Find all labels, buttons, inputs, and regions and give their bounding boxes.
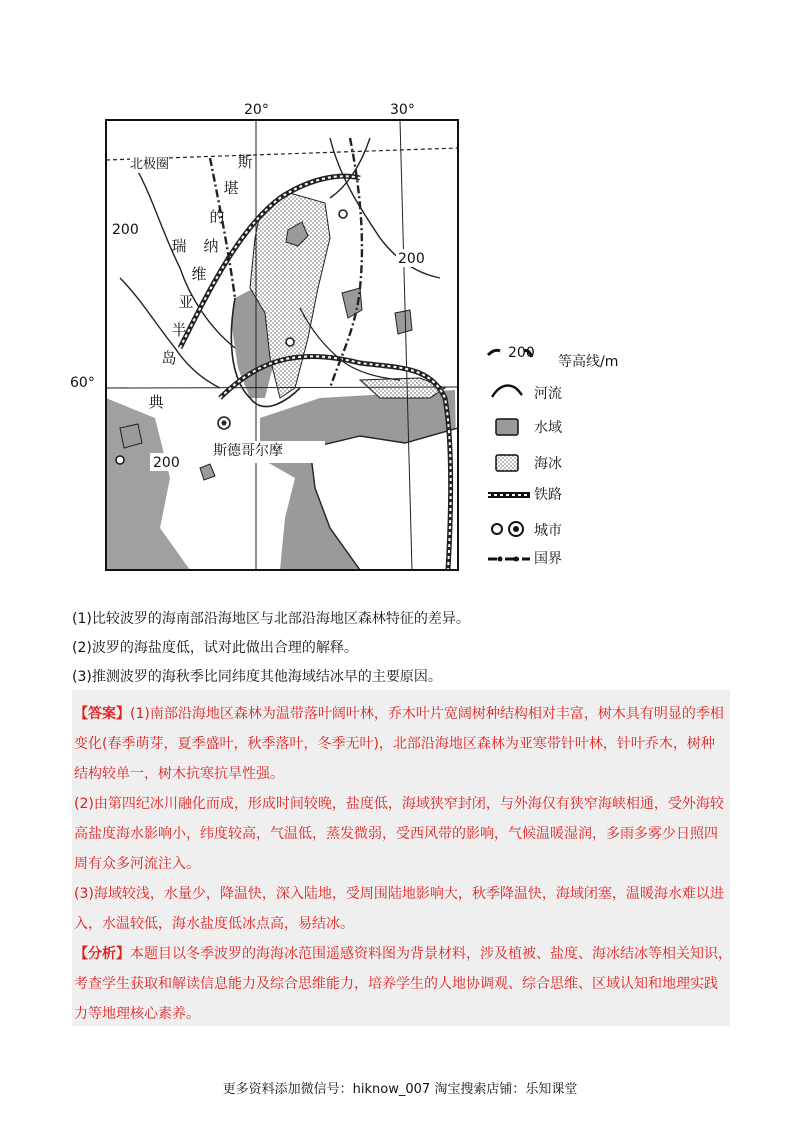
page-footer: 更多资料添加微信号：hiknow_007 淘宝搜索店铺：乐知课堂 (222, 1082, 578, 1097)
answer-line-3: 结构较单一，树木抗寒抗旱性强。 (74, 766, 284, 782)
water-area-icon (486, 417, 526, 437)
question-2: (2)波罗的海盐度低，试对此做出合理的解释。 (72, 640, 358, 656)
peninsula-char-1: 斯 (237, 153, 253, 171)
legend-sea-ice (486, 453, 562, 479)
river-icon (486, 381, 526, 401)
city-label-stockholm: 斯德哥尔摩 (213, 443, 283, 459)
peninsula-char-4: 纳 (203, 237, 219, 255)
legend-border-label: 国界 (534, 551, 562, 567)
question-1: (1)比较波罗的海南部沿海地区与北部沿海地区森林特征的差异。 (72, 611, 470, 627)
answer-line-5: 高盐度海水影响小，纬度较高，气温低，蒸发微弱，受西风带的影响，气候温暖湿润，多雨多雾少日照四 (74, 826, 718, 842)
legend-water (486, 417, 562, 443)
answer-tag: 【答案】 (74, 706, 130, 722)
legend-railway-label: 铁路 (534, 487, 562, 503)
arctic-circle-label: 北极圈 (130, 157, 170, 172)
city-dot-stockholm-center (222, 421, 227, 426)
lat-label-60: 60° (70, 375, 95, 391)
lon-label-20: 20° (244, 102, 269, 118)
analysis-line-3: 力等地理核心素养。 (74, 1006, 200, 1022)
legend-railway (486, 485, 562, 511)
answer-line-8: 入，水温较低，海水盐度低冰点高，易结冰。 (74, 916, 354, 932)
peninsula-char-6: 亚 (178, 293, 194, 311)
peninsula-char-2: 堪 (223, 179, 239, 197)
legend-water-label: 水域 (534, 420, 562, 436)
answer-box (72, 690, 730, 1026)
legend-river (486, 381, 562, 407)
city-dot-1 (339, 210, 347, 218)
legend-contour-label: 等高线/m (558, 354, 619, 370)
answer-line-7: (3)海域较浅，水量少，降温快，深入陆地，受周围陆地影响大，秋季降温快，海域闭塞，温暖海水难以进 (74, 886, 724, 902)
answer-line-4: (2)由第四纪冰川融化而成，形成时间较晚，盐度低，海域狭窄封闭，与外海仅有狭窄海峡相通，受外海较 (74, 796, 724, 812)
peninsula-char-8: 岛 (161, 349, 177, 367)
answer-line-6: 周有众多河流注入。 (74, 856, 200, 872)
answer-line-2: 变化(春季萌芽，夏季盛叶，秋季落叶，冬季无叶)，北部沿海地区森林为亚寒带针叶林，针叶乔木，树种 (74, 736, 715, 752)
legend-border (486, 549, 562, 575)
city-icon (486, 519, 530, 539)
question-3: (3)推测波罗的海秋季比同纬度其他海域结冰早的主要原因。 (72, 669, 442, 685)
analysis-line-2: 考查学生获取和解读信息能力及综合思维能力，培养学生的人地协调观、综合思维、区域认知和地理实践 (74, 976, 718, 992)
legend-sea-ice-label: 海冰 (534, 456, 562, 472)
analysis-line-1: 【分析】本题目以冬季波罗的海海冰范围遥感资料图为背景材料，涉及植被、盐度、海冰结冰等相关知识， (74, 946, 732, 962)
question-list (72, 605, 732, 692)
border-icon (486, 549, 532, 569)
contour-label-3: 200 (153, 455, 180, 471)
legend-city (486, 519, 562, 545)
lake-5 (120, 424, 142, 448)
peninsula-char-5: 维 (191, 265, 207, 283)
city-dot-2 (286, 338, 294, 346)
legend-contour (486, 343, 619, 370)
analysis-tag: 【分析】 (74, 946, 130, 962)
legend-river-label: 河流 (534, 386, 562, 402)
sweden-char-2: 典 (148, 393, 164, 411)
city-dot-3 (116, 456, 124, 464)
sea-ice-icon (486, 453, 526, 473)
legend-contour-value: 200 (508, 345, 535, 361)
contour-label-1: 200 (112, 222, 139, 238)
railway-icon (486, 485, 532, 505)
lake-3 (395, 310, 412, 334)
peninsula-char-3: 的 (209, 208, 225, 226)
sweden-char-1: 瑞 (171, 237, 187, 255)
peninsula-char-7: 半 (171, 321, 187, 339)
lon-label-30: 30° (390, 102, 415, 118)
answer-line-1: 【答案】(1)南部沿海地区森林为温带落叶阔叶林，乔木叶片宽阔树种结构相对丰富，树木具有明显的季相 (74, 706, 724, 722)
contour-label-2: 200 (398, 251, 425, 267)
legend-city-label: 城市 (534, 523, 562, 539)
baltic-sea-map (60, 98, 640, 588)
